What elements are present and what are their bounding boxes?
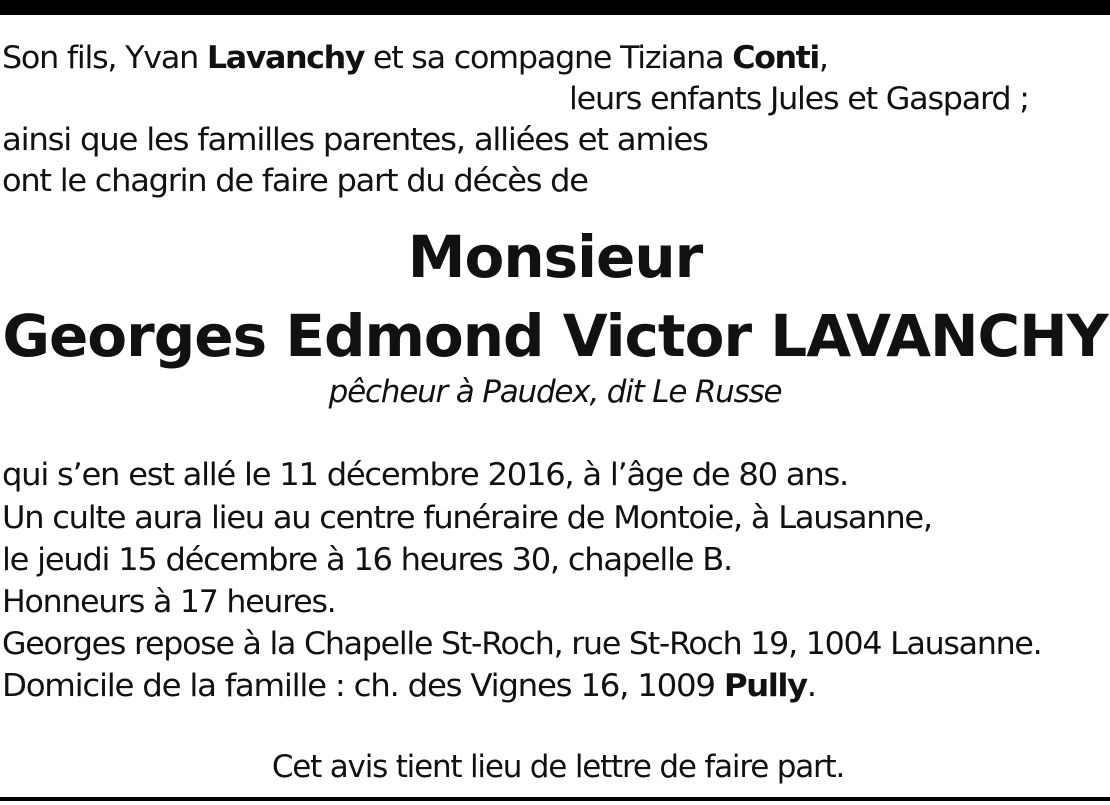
intro-comma: ,: [818, 40, 828, 76]
children-names: leurs enfants Jules et Gaspard ;: [569, 81, 1029, 117]
resting-place-text: Georges repose à la Chapelle St-Roch, rue St-Roch 19, 1004 Lausanne.: [2, 626, 1042, 662]
honours-time-text: Honneurs à 17 heures.: [2, 584, 336, 620]
details-line-3: [2, 541, 732, 579]
details-line-6: [2, 667, 816, 705]
details-line-5: [2, 625, 1041, 663]
surname-conti: Conti: [732, 40, 819, 76]
death-date-text: qui s’en est allé le 11 décembre 2016, à l’âge de 80 ans.: [2, 457, 848, 493]
family-address-text: Domicile de la famille : ch. des Vignes 16, 1009: [2, 668, 724, 704]
top-border-rule: [0, 0, 1110, 15]
surname-lavanchy: Lavanchy: [206, 40, 365, 76]
intro-line-2: [569, 80, 1029, 118]
address-period: .: [806, 668, 816, 704]
service-location-text: Un culte aura lieu au centre funéraire de Montoie, à Lausanne,: [2, 500, 932, 536]
bottom-border-rule: [0, 797, 1110, 801]
intro-line-4: [2, 162, 588, 200]
intro-line-1: [2, 39, 828, 77]
details-line-4: [2, 583, 336, 621]
town-pully: Pully: [723, 668, 807, 704]
service-time-text: le jeudi 15 décembre à 16 heures 30, chapelle B.: [2, 542, 732, 578]
deceased-title: Monsieur: [407, 223, 703, 291]
deceased-name: Georges Edmond Victor LAVANCHY: [2, 302, 1108, 370]
intro-text-son-fils: Son fils, Yvan: [2, 40, 207, 76]
intro-text-compagne: et sa compagne Tiziana: [364, 40, 733, 76]
announcement-text: ont le chagrin de faire part du décès de: [2, 163, 588, 199]
details-line-2: [2, 499, 932, 537]
closing-note: Cet avis tient lieu de lettre de faire part.: [271, 749, 845, 785]
deceased-epithet: pêcheur à Paudex, dit Le Russe: [328, 374, 782, 410]
families-text: ainsi que les familles parentes, alliées et amies: [2, 122, 708, 158]
details-line-1: [2, 456, 848, 494]
intro-line-3: [2, 121, 708, 159]
